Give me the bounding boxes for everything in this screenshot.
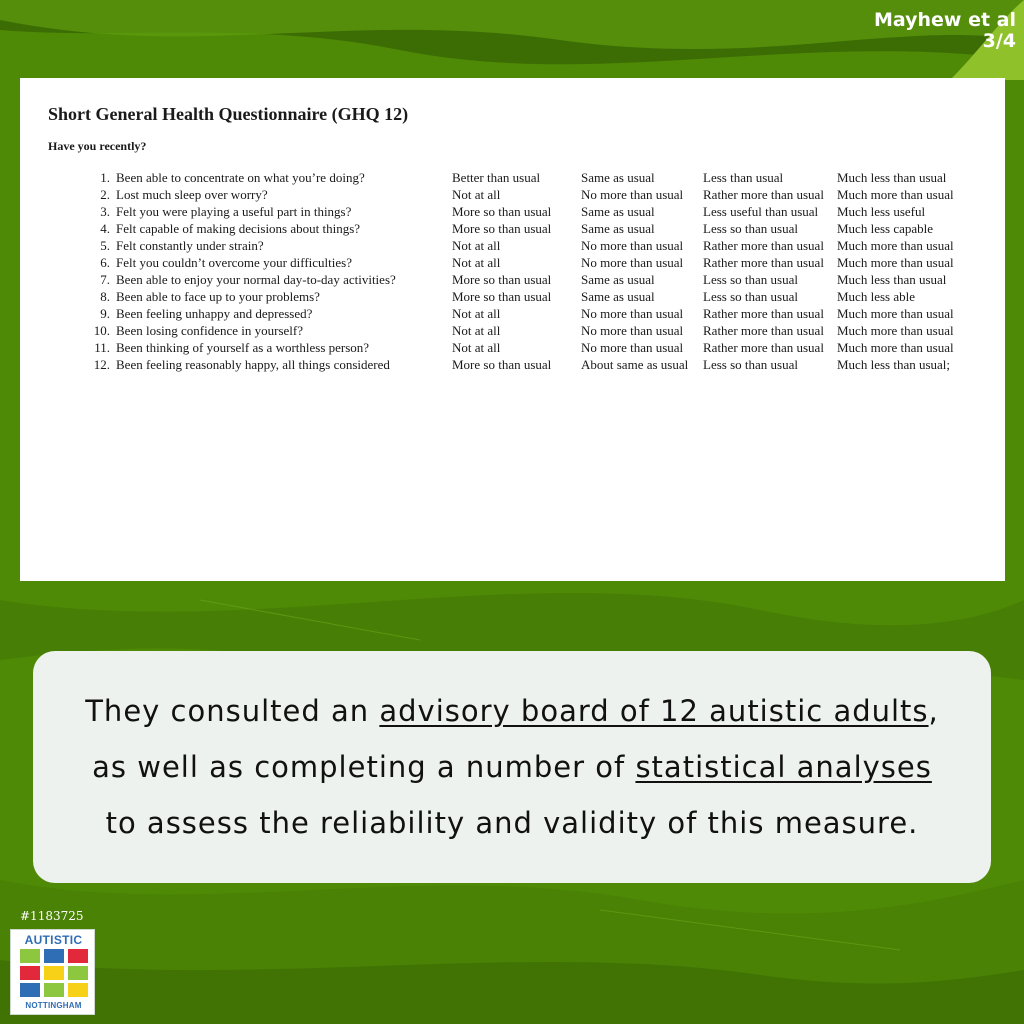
question-number: 8. [100,289,110,304]
logo-squares-grid [20,949,88,999]
question-number: 7. [100,272,110,287]
callout-text [73,683,951,851]
answer-option: Rather more than usual [703,306,824,321]
question-number: 11. [94,340,110,355]
question-number: 2. [100,187,110,202]
logo-square [20,949,40,963]
question-row [82,237,957,254]
answer-option: Rather more than usual [703,238,824,253]
answer-option: Much more than usual [837,255,954,270]
question-text: Been able to enjoy your normal day-to-day activities? [116,272,396,287]
answer-option: Not at all [452,306,501,321]
question-text: Felt you couldn’t overcome your difficulties? [116,255,352,270]
question-number: 1. [100,170,110,185]
answer-option: No more than usual [581,187,684,202]
question-number: 6. [100,255,110,270]
answer-option: Much less than usual; [837,357,951,372]
question-text: Been feeling unhappy and depressed? [116,306,313,321]
answer-option: Same as usual [581,204,655,219]
logo-square [68,983,88,997]
callout-part2: , as well as completing a number of [92,694,939,784]
answer-option: No more than usual [581,306,684,321]
logo-square [44,966,64,980]
logo-bottom-text: NOTTINGHAM [25,1001,82,1010]
question-number: 4. [100,221,110,236]
question-text: Been able to face up to your problems? [116,289,320,304]
answer-option: Much less than usual [837,170,947,185]
question-row [82,356,957,373]
logo-square [44,949,64,963]
answer-option: Not at all [452,340,501,355]
logo-square [68,949,88,963]
logo-top-text: AUTISTIC [24,933,83,947]
answer-option: Rather more than usual [703,340,824,355]
answer-option: Much less capable [837,221,934,236]
logo-square [44,983,64,997]
autistic-nottingham-logo [10,929,95,1015]
question-text: Been thinking of yourself as a worthless person? [116,340,370,355]
answer-option: Much less able [837,289,915,304]
answer-option: Better than usual [452,170,541,185]
author-page-label [874,10,1016,52]
answer-option: Less useful than usual [703,204,819,219]
author-label: Mayhew et al [873,9,1016,31]
question-text: Felt constantly under strain? [116,238,264,253]
question-text: Been able to concentrate on what you’re doing? [116,170,365,185]
answer-option: Less so than usual [703,221,798,236]
question-text: Been feeling reasonably happy, all things considered [116,357,390,372]
question-number: 9. [100,306,110,321]
answer-option: No more than usual [581,340,684,355]
answer-option: Less so than usual [703,289,798,304]
question-row [82,220,957,237]
answer-option: Not at all [452,255,501,270]
questionnaire-document [20,78,1005,581]
answer-option: Same as usual [581,272,655,287]
question-row [82,254,957,271]
answer-option: Much more than usual [837,340,954,355]
logo-square [20,966,40,980]
question-row [82,203,957,220]
answer-option: Much more than usual [837,323,954,338]
answer-option: No more than usual [581,323,684,338]
question-row [82,305,957,322]
question-number: 3. [100,204,110,219]
question-row [82,339,957,356]
question-number: 12. [93,357,110,372]
answer-option: Same as usual [581,289,655,304]
advisory-board-link: advisory board of 12 autistic adults [379,694,929,728]
question-number: 5. [100,238,110,253]
answer-option: More so than usual [452,272,552,287]
answer-option: Much less than usual [837,272,947,287]
answer-option: No more than usual [581,255,684,270]
callout-part1: They consulted an [85,694,380,728]
answer-option: Rather more than usual [703,187,824,202]
answer-option: Much more than usual [837,306,954,321]
answer-option: More so than usual [452,204,552,219]
answer-option: Not at all [452,238,501,253]
answer-option: Same as usual [581,221,655,236]
answer-option: Same as usual [581,170,655,185]
answer-option: Much less useful [837,204,926,219]
question-row [82,288,957,305]
answer-option: Much more than usual [837,187,954,202]
answer-option: About same as usual [581,357,689,372]
logo-square [68,966,88,980]
question-text: Felt capable of making decisions about things? [116,221,361,236]
question-text: Lost much sleep over worry? [116,187,268,202]
question-row [82,322,957,339]
answer-option: Not at all [452,187,501,202]
answer-option: More so than usual [452,221,552,236]
answer-option: Rather more than usual [703,255,824,270]
answer-option: No more than usual [581,238,684,253]
question-text: Been losing confidence in yourself? [116,323,303,338]
question-row [82,271,957,288]
callout-part3: to assess the reliability and validity of this measure. [105,806,919,840]
statistical-analyses-link: statistical analyses [635,750,932,784]
answer-option: Less than usual [703,170,784,185]
reference-code: #1183725 [20,909,84,923]
questionnaire-table [82,169,957,373]
question-text: Felt you were playing a useful part in things? [116,204,352,219]
question-row [82,186,957,203]
answer-option: Not at all [452,323,501,338]
answer-option: Much more than usual [837,238,954,253]
document-subtitle: Have you recently? [48,139,147,153]
answer-option: Less so than usual [703,357,798,372]
question-number: 10. [93,323,110,338]
question-row [82,169,957,186]
answer-option: Less so than usual [703,272,798,287]
logo-square [20,983,40,997]
document-title: Short General Health Questionnaire (GHQ 12) [48,104,409,124]
answer-option: More so than usual [452,357,552,372]
callout-box [33,651,991,883]
answer-option: Rather more than usual [703,323,824,338]
page-indicator: 3/4 [982,30,1016,52]
answer-option: More so than usual [452,289,552,304]
